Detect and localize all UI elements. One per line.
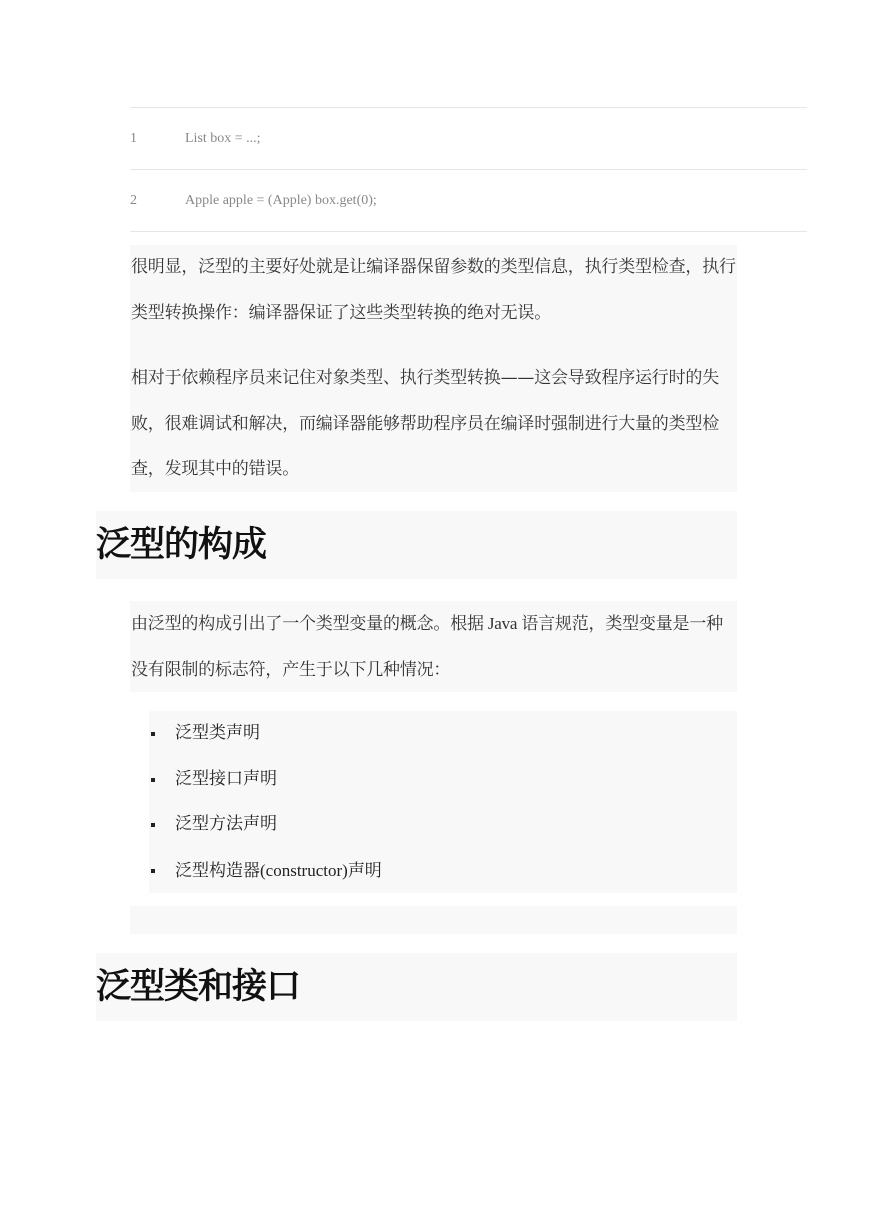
line-number: 2	[130, 170, 185, 232]
section-intro-block	[130, 601, 737, 692]
code-text: Apple apple = (Apple) box.get(0);	[185, 170, 807, 232]
generic-declaration-list	[149, 711, 737, 893]
list-item: 泛型方法声明	[149, 802, 737, 848]
code-line	[130, 108, 807, 170]
code-line	[130, 170, 807, 232]
section-heading: 泛型类和接口	[96, 967, 301, 1007]
code-text: List box = ...;	[185, 108, 807, 170]
list-item: 泛型类声明	[149, 711, 737, 757]
bullet-icon	[151, 823, 155, 827]
line-number: 1	[130, 108, 185, 170]
bullet-icon	[151, 732, 155, 736]
list-block	[149, 711, 737, 893]
section-heading-block	[96, 953, 737, 1021]
section-paragraph: 由泛型的构成引出了一个类型变量的概念。根据 Java 语言规范，类型变量是一种没有限制的标志符，产生于以下几种情况：	[131, 614, 723, 680]
empty-block	[130, 906, 737, 934]
intro-paragraph-2: 相对于依赖程序员来记住对象类型、执行类型转换——这会导致程序运行时的失败，很难调试和解决，而编译器能够帮助程序员在编译时强制进行大量的类型检查，发现其中的错误。	[131, 368, 719, 479]
section-heading: 泛型的构成	[96, 525, 267, 565]
list-item: 泛型构造器(constructor)声明	[149, 848, 737, 894]
intro-block	[130, 245, 737, 492]
bullet-icon	[151, 869, 155, 873]
list-item: 泛型接口声明	[149, 757, 737, 803]
section-heading-block	[96, 511, 737, 579]
bullet-icon	[151, 778, 155, 782]
intro-paragraph-1: 很明显，泛型的主要好处就是让编译器保留参数的类型信息，执行类型检查，执行类型转换操作：编译器保证了这些类型转换的绝对无误。	[131, 257, 736, 323]
code-listing	[130, 107, 807, 232]
